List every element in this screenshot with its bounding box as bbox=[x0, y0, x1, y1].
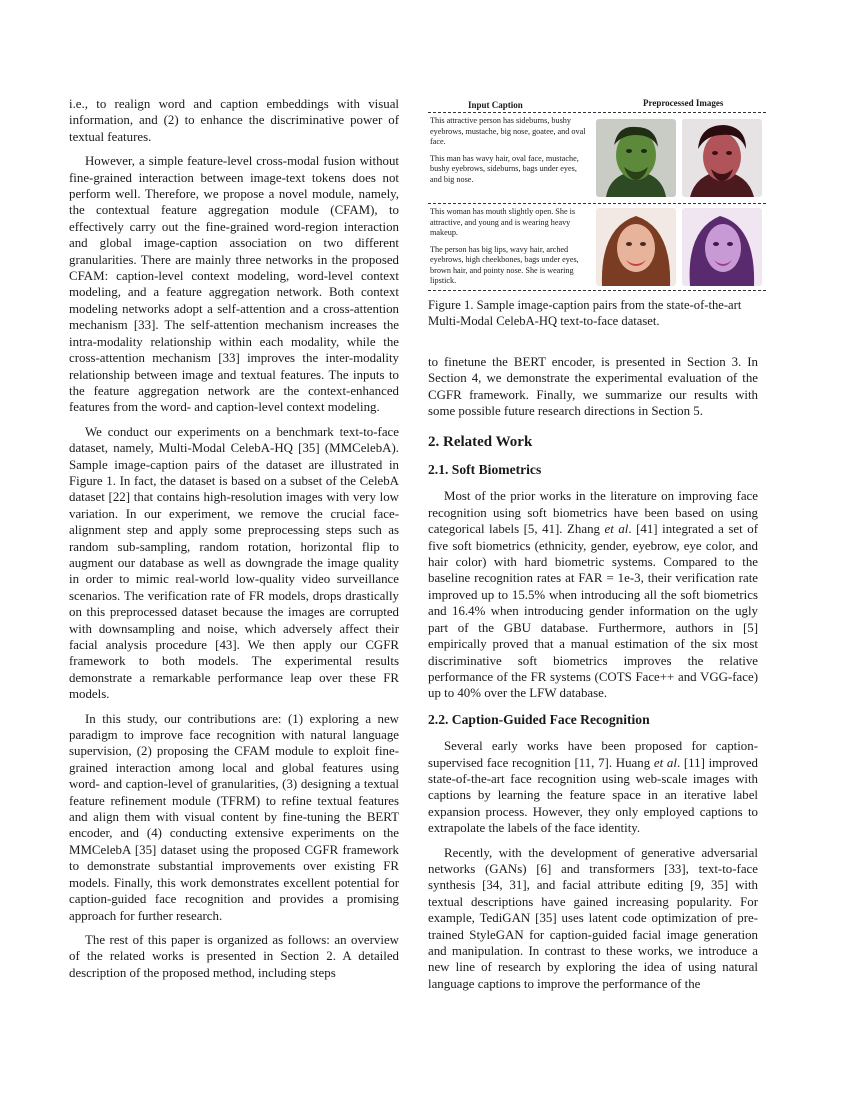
paragraph: i.e., to realign word and caption embeddings with visual information, and (2) to enhance the discriminative power of textual features. bbox=[69, 97, 399, 144]
face-image-purple bbox=[682, 208, 762, 286]
face-image-green bbox=[596, 119, 676, 197]
subsection-heading: 2.1. Soft Biometrics bbox=[428, 462, 542, 478]
input-caption-text: This attractive person has sideburns, bushy eyebrows, mustache, big nose, goatee, and oval face. bbox=[430, 116, 586, 146]
input-caption-text: This woman has mouth slightly open. She is attractive, and young and is wearing heavy makeup. bbox=[430, 207, 576, 237]
paragraph: Several early works have been proposed for caption-supervised face recognition [11, 7]. Huang et al. [11] improved state-of-the-art face recognition using web-scale images with captions by learning the feature space in an iterative label expansion process. However, they only employed captions to extrapolate the labels of the face identity. bbox=[428, 739, 758, 836]
left-column bbox=[69, 96, 399, 989]
figure-caption: Figure 1. Sample image-caption pairs from the state-of-the-art Multi-Modal CelebA-HQ text-to-face dataset. bbox=[428, 298, 742, 328]
paragraph: Recently, with the development of generative adversarial networks (GANs) [6] and transformers [33], text-to-face synthesis [34, 31], and facial attribute editing [9, 35] with textual descriptions have gained increasing popularity. For example, TediGAN [35] uses latent code optimization of pre-trained StyleGAN for caption-guided facial image generation and manipulation. In contrast to these works, we introduce a new line of research by exploring the idea of using natural language captions to improve the performance of the bbox=[428, 845, 758, 991]
subsection-heading: 2.2. Caption-Guided Face Recognition bbox=[428, 711, 650, 727]
header-input-caption: Input Caption bbox=[468, 100, 523, 110]
paragraph: In this study, our contributions are: (1) exploring a new paradigm to improve face recognition with natural language supervision, (2) proposing the CFAM module to exploit fine-grained interaction among local and global features using word- and caption-level of granularities, (3) designing a textual feature refinement module (TFRM) to refine textual features and align them with visual content by fine-tuning the BERT encoder, and (4) conducting extensive experiments on the MMCelebA [35] dataset using the proposed CGFR framework to demonstrate substantial improvements over existing FR models. Finally, this work demonstrates excellent potential for caption-guided face recognition and provides a promising approach for further research. bbox=[69, 711, 399, 923]
paragraph: to finetune the BERT encoder, is presented in Section 3. In Section 4, we demonstrate the experimental evaluation of the CGFR framework. Finally, we summarize our results with some possible future research directions in Section 5. bbox=[428, 355, 758, 419]
header-preprocessed-images: Preprocessed Images bbox=[643, 98, 724, 108]
paragraph: However, a simple feature-level cross-modal fusion without fine-grained interaction between image-text tokens does not perform well. Therefore, we propose a novel module, namely, the contextual feature aggregation module (CFAM), to effectively carry out the fine-grained word-region interaction and global image-caption association on two different granularities. There are mainly three networks in the proposed CFAM: caption-level context modeling, word-level context modeling, and a feature aggregation network. Both context modeling networks adopt a self-attention and a cross-attention mechanism [33]. The self-attention mechanism increases the intra-modality relationship within each modality, while the cross-attention mechanism [33] improves the inter-modality relationship between image and textual features. The inputs to the feature aggregation network are the context-enhanced features from the word- and caption-level context modeling. bbox=[69, 154, 399, 415]
paragraph: The rest of this paper is organized as follows: an overview of the related works is presented in Section 2. A detailed description of the proposed method, including steps bbox=[69, 932, 399, 980]
figure-header bbox=[428, 96, 766, 112]
face-image-natural bbox=[596, 208, 676, 286]
paragraph: Most of the prior works in the literature on improving face recognition using soft biometrics have been based on using categorical labels [5, 41]. Zhang et al. [41] integrated a set of five soft biometrics (ethnicity, gender, eyebrow, eye color, and hair color) with hard biometric systems. Compared to the baseline recognition rates at FAR = 1e-3, their verification rate improved up to 15.5% when introducing all the soft biometrics and 16.4% when introducing gender information on the ugly part of the GBU database. Furthermore, authors in [5] empirically proved that a manual estimation of the six most discriminative soft biometrics improves the relative performance of the FR systems (COTS Face++ and VGG-face) up to 40% over the LFW database. bbox=[428, 489, 758, 701]
figure-group-female bbox=[428, 204, 766, 290]
caption-list bbox=[430, 207, 588, 293]
paragraph: We conduct our experiments on a benchmark text-to-face dataset, namely, Multi-Modal CelebA-HQ [35] (MMCelebA). Sample image-caption pairs of the dataset are illustrated in Figure 1. In fact, the dataset is based on a subset of the CelebA dataset [22] that contains high-resolution images with very low variation. In our experiment, we remove the crucial face-alignment step and apply some preprocessing steps such as random sub-sampling, random rotation, horizontal flip to augment our database as well as downgrade the image quality in order to mimic real-world low-quality video surveillance scenarios. The verification rate of FR models, drops drastically on this preprocessed dataset because the images are corrupted with downsampling and noise, which adversely affect their facial analysis procedure [43]. We then apply our CGFR framework to both models. The experimental results demonstrate a remarkable performance leap over these FR models. bbox=[69, 424, 399, 702]
right-column bbox=[428, 354, 758, 1000]
caption-list bbox=[430, 116, 588, 191]
input-caption-text: The person has big lips, wavy hair, arched eyebrows, high cheekbones, bags under eyes, brown hair, and pointy nose. She is wearing lipstick. bbox=[430, 244, 579, 285]
figure-group-male bbox=[428, 113, 766, 203]
figure-1 bbox=[428, 96, 766, 329]
input-caption-text: This man has wavy hair, oval face, mustache, bushy eyebrows, sideburns, bags under eyes, and big nose. bbox=[430, 153, 579, 184]
section-heading: 2. Related Work bbox=[428, 433, 533, 450]
face-image-red bbox=[682, 119, 762, 197]
